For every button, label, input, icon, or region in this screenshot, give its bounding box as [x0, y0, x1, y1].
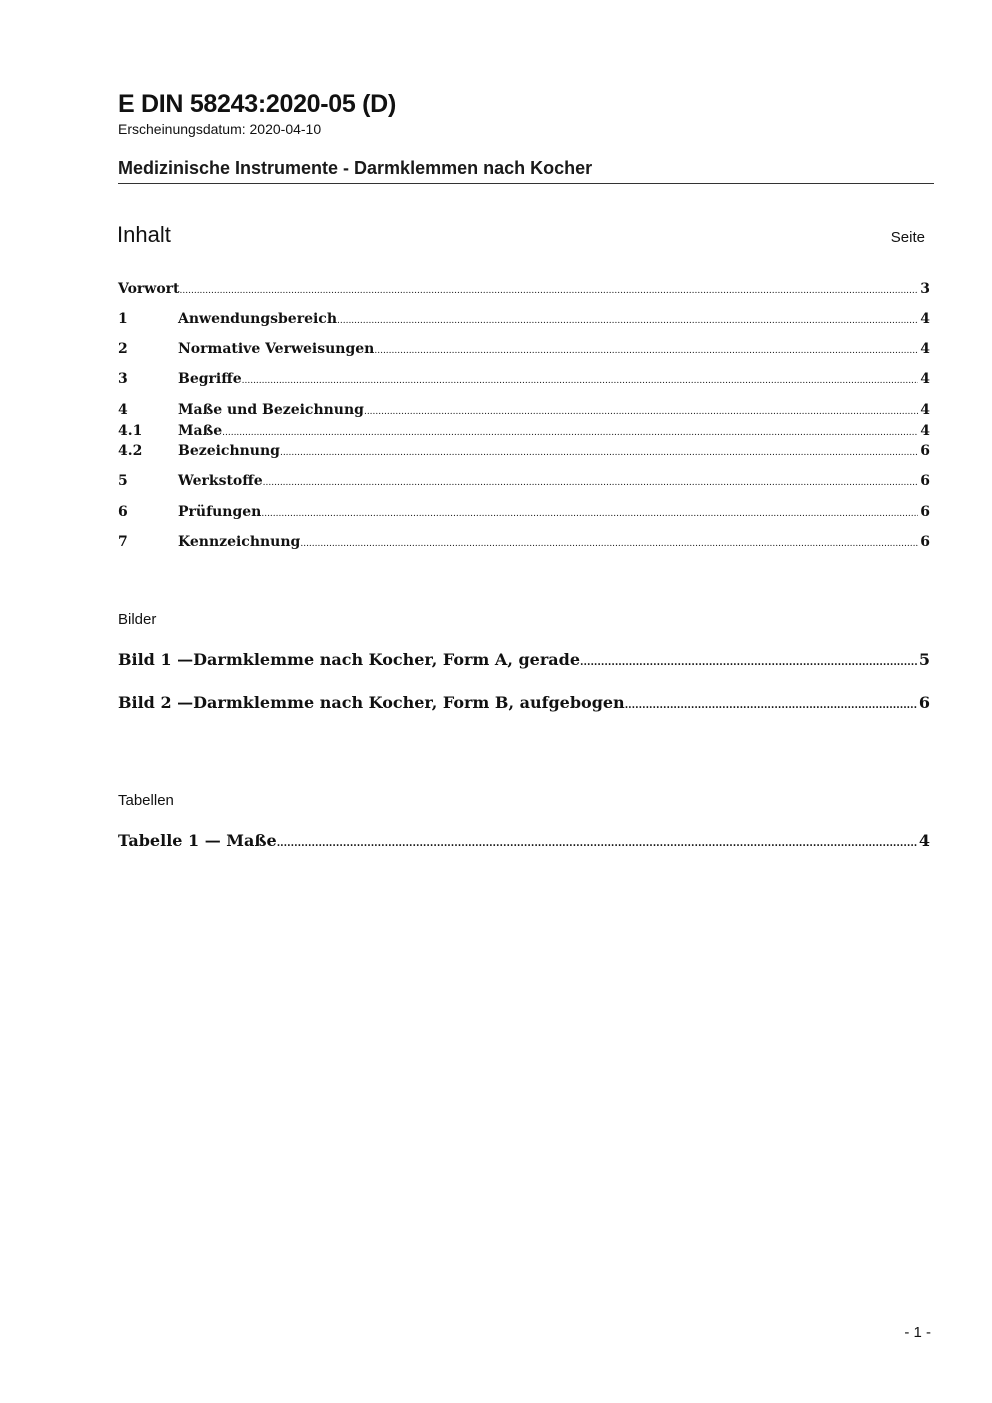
toc-entry-page: 6 [920, 534, 930, 550]
toc-entry-label: Kennzeichnung [178, 534, 301, 550]
toc-entry-label: Bezeichnung [178, 443, 280, 459]
tables-heading: Tabellen [118, 792, 174, 809]
toc-entry-page: 6 [920, 504, 930, 520]
toc-entry-page: 6 [920, 473, 930, 489]
table-entry-1[interactable] [118, 831, 930, 850]
dot-leader [277, 831, 917, 850]
figure-entry-label: Bild 1 —Darmklemme nach Kocher, Form A, gerade [118, 650, 580, 669]
table-entry-page: 4 [918, 831, 930, 850]
figure-entry-1[interactable] [118, 650, 930, 669]
toc-entry-number: 4.2 [118, 443, 143, 459]
dot-leader [261, 504, 918, 520]
toc-entry-label: Anwendungsbereich [178, 311, 337, 327]
toc-entry-page: 3 [920, 281, 930, 297]
toc-entry-label: Prüfungen [178, 504, 262, 520]
toc-entry-label: Normative Verweisungen [178, 341, 375, 357]
figure-entry-2[interactable] [118, 693, 930, 712]
toc-entry-page: 4 [920, 311, 930, 327]
toc-entry-label: Maße [178, 423, 223, 439]
dot-leader [180, 281, 919, 297]
dot-leader [580, 650, 917, 669]
toc-entry-4-2[interactable] [118, 443, 930, 459]
toc-entry-label: Vorwort [118, 281, 180, 297]
toc-entry-number: 2 [118, 341, 128, 357]
toc-entry-3[interactable] [118, 371, 930, 387]
toc-entry-page: 4 [920, 371, 930, 387]
dot-leader [625, 693, 917, 712]
publication-date: Erscheinungsdatum: 2020-04-10 [118, 121, 322, 137]
dot-leader [242, 371, 919, 387]
dot-leader [300, 534, 918, 550]
toc-entry-page: 4 [920, 341, 930, 357]
toc-entry-number: 4.1 [118, 423, 143, 439]
toc-entry-vorwort[interactable] [118, 281, 930, 297]
toc-entry-page: 4 [920, 423, 930, 439]
figure-entry-page: 5 [918, 650, 930, 669]
toc-heading: Inhalt [117, 222, 171, 247]
toc-entry-1[interactable] [118, 311, 930, 327]
toc-entry-number: 4 [118, 402, 128, 418]
toc-entry-label: Maße und Bezeichnung [178, 402, 364, 418]
document-id: E DIN 58243:2020-05 (D) [118, 90, 396, 118]
page-column-label: Seite [890, 229, 925, 246]
toc-entry-number: 5 [118, 473, 128, 489]
toc-entry-7[interactable] [118, 534, 930, 550]
figure-entry-label: Bild 2 —Darmklemme nach Kocher, Form B, aufgebogen [118, 693, 625, 712]
toc-entry-6[interactable] [118, 504, 930, 520]
dot-leader [222, 423, 918, 439]
toc-entry-label: Werkstoffe [178, 473, 263, 489]
toc-entry-5[interactable] [118, 473, 930, 489]
dot-leader [263, 473, 919, 489]
toc-entry-number: 3 [118, 371, 128, 387]
title-divider [118, 183, 934, 184]
toc-entry-page: 4 [920, 402, 930, 418]
figure-entry-page: 6 [918, 693, 930, 712]
toc-entry-2[interactable] [118, 341, 930, 357]
dot-leader [364, 402, 918, 418]
toc-entry-number: 7 [118, 534, 128, 550]
document-title: Medizinische Instrumente - Darmklemmen nach Kocher [118, 158, 593, 178]
toc-entry-label: Begriffe [178, 371, 242, 387]
toc-entry-4[interactable] [118, 402, 930, 418]
toc-entry-page: 6 [920, 443, 930, 459]
toc-entry-4-1[interactable] [118, 423, 930, 439]
toc-entry-number: 1 [118, 311, 128, 327]
table-entry-label: Tabelle 1 — Maße [118, 831, 277, 850]
figures-heading: Bilder [118, 611, 157, 628]
dot-leader [337, 311, 918, 327]
dot-leader [280, 443, 918, 459]
toc-entry-number: 6 [118, 504, 128, 520]
page-number: - 1 - [904, 1324, 931, 1341]
dot-leader [374, 341, 918, 357]
